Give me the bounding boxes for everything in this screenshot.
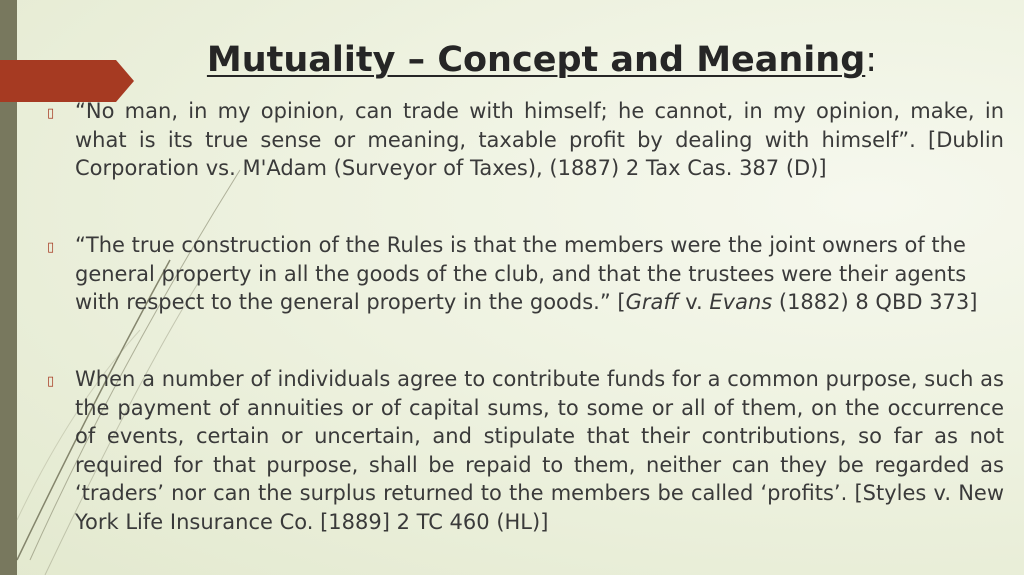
bullet-text-end: (1882) 8 QBD 373]	[772, 290, 978, 314]
bullet-marker-icon: ▯	[47, 374, 55, 389]
case-plaintiff: Graff	[625, 290, 679, 314]
slide-title-text: Mutuality – Concept and Meaning	[206, 40, 866, 80]
case-versus: v.	[678, 290, 710, 314]
bullet-text: When a number of individuals agree to contribute funds for a common purpose, such as the payment of annuities or of capital sums, to some or all of them, on the occurrence of events, certain or uncertain, and stipulate that their contributions, so far as not required for that purpose, shall be repaid to them, neither can they be regarded as ‘traders’ nor can the surplus returned to the members be called ‘profits’. [Styles v. New York Life Insurance Co. [1889] 2 TC 460 (HL)]	[75, 367, 1004, 534]
bullet-marker-icon: ▯	[47, 240, 55, 255]
slide-title-colon: :	[865, 40, 878, 80]
case-defendant: Evans	[709, 290, 773, 314]
slide-title	[60, 40, 1024, 80]
bullet-item-3	[47, 365, 1004, 536]
bullet-item-1	[47, 97, 1004, 183]
bullet-text: “No man, in my opinion, can trade with himself; he cannot, in my opinion, make, in what is its true sense or meaning, taxable profit by dealing with himself”. [Dublin Corporation vs. M'Adam (Surveyor of Taxes), (1887) 2 Tax Cas. 387 (D)]	[75, 99, 1004, 180]
bullet-text: “The true construction of the Rules is that the members were the joint owners of the general property in all the goods of the club, and that the trustees were their agents with respect to the general property in the goods.” [	[75, 233, 967, 314]
bullet-marker-icon: ▯	[47, 106, 55, 121]
bullet-item-2	[47, 231, 1004, 317]
